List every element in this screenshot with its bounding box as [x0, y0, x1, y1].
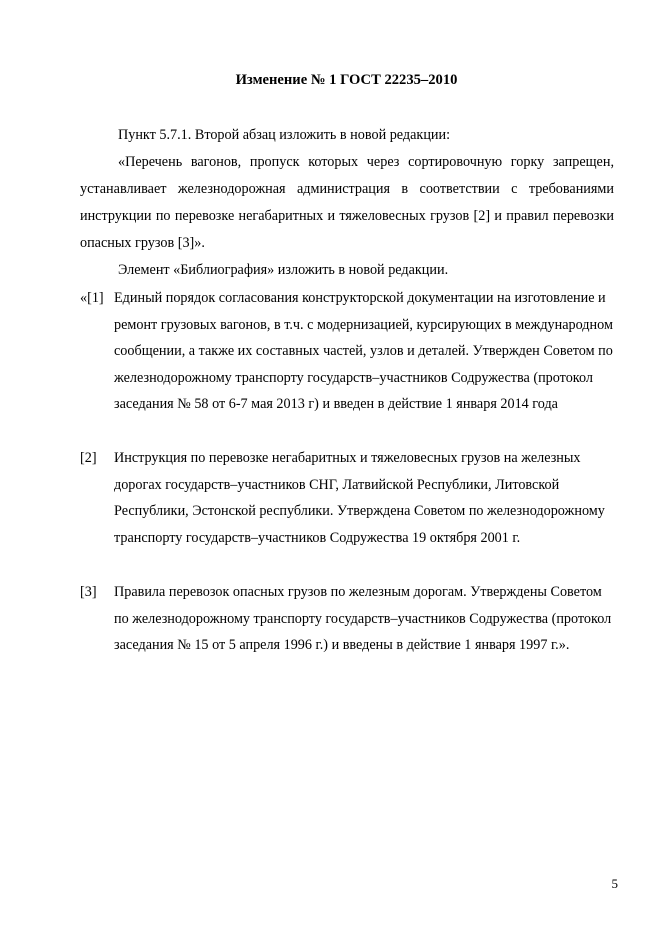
reference-number: [3]	[80, 584, 97, 600]
reference-text: Инструкция по перевозке негабаритных и тяжеловесных грузов на железных дорогах государств–участников СНГ, Латвийской Республики, Литовской Республики, Эстонской республики. Утверждена Советом по железнодорожному транспорту государств–участников Содружества 19 октября 2001 г.	[114, 450, 605, 546]
paragraph-bibliography-intro: Элемент «Библиография» изложить в новой редакции.	[118, 262, 449, 278]
reference-item-2	[80, 445, 614, 551]
reference-number: [2]	[80, 450, 97, 466]
page-number: 5	[611, 876, 618, 891]
paragraph-wagon-list: «Перечень вагонов, пропуск которых через сортировочную горку запрещен, устанавливает железнодорожная администрация в соответствии с требованиями инструкции по перевозке негабаритных и тяжеловесных грузов [2] и правил перевозки опасных грузов [3]».	[80, 154, 614, 251]
document-title: Изменение № 1 ГОСТ 22235–2010	[235, 72, 458, 88]
paragraph-clause-intro: Пункт 5.7.1. Второй абзац изложить в новой редакции:	[118, 127, 451, 143]
reference-item-1	[80, 285, 614, 418]
reference-text: Единый порядок согласования конструкторской документации на изготовление и ремонт грузовых вагонов, в т.ч. с модернизацией, курсирующих в международном сообщении, а также их составных частей, узлов и деталей. Утвержден Советом по железнодорожному транспорту государств–участников Содружества (протокол заседания № 58 от 6-7 мая 2013 г) и введен в действие 1 января 2014 года	[114, 290, 613, 412]
reference-number: «[1]	[80, 290, 104, 306]
reference-item-3	[80, 579, 614, 659]
reference-text: Правила перевозок опасных грузов по железным дорогам. Утверждены Советом по железнодорожному транспорту государств–участников Содружества (протокол заседания № 15 от 5 апреля 1996 г.) и введены в действие 1 января 1997 г.».	[114, 584, 612, 653]
